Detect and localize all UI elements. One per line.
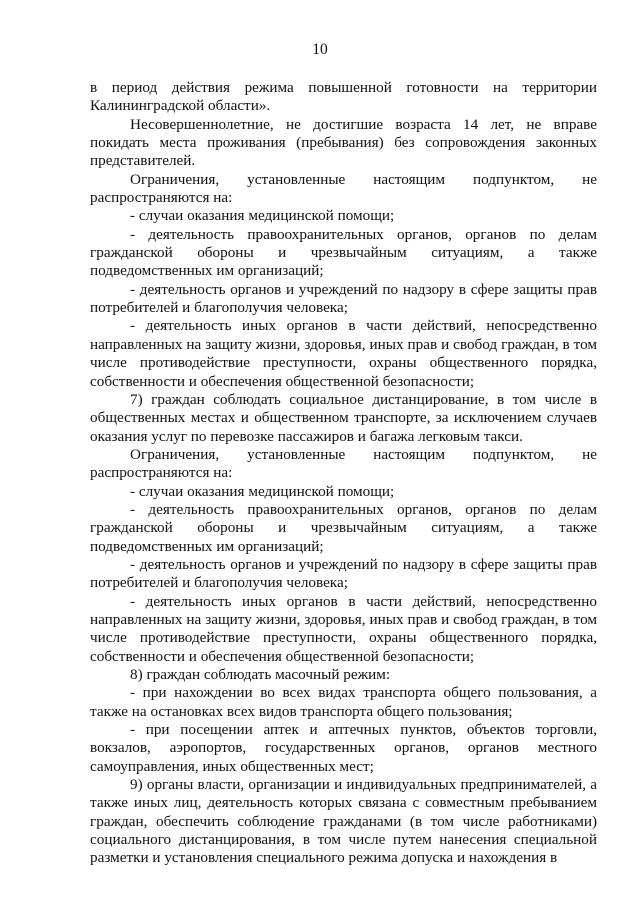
list-item-law-enforcement: - деятельность правоохранительных органов, органов по делам гражданской обороны и чрезвычайным ситуациям, а также подведомственных им организаций; xyxy=(90,500,597,555)
paragraph-continuation: в период действия режима повышенной готовности на территории Калининградской области». xyxy=(90,79,597,115)
list-item-consumer-supervision: - деятельность органов и учреждений по надзору в сфере защиты прав потребителей и благополучия человека; xyxy=(90,280,597,317)
list-item-medical-care: - случаи оказания медицинской помощи; xyxy=(130,482,395,500)
list-item-medical-care: - случаи оказания медицинской помощи; xyxy=(130,207,395,225)
paragraph-item-8: 8) граждан соблюдать масочный режим: xyxy=(130,666,391,683)
paragraph-exceptions-intro: Ограничения, установленные настоящим подпунктом, не распространяются на: xyxy=(90,445,597,482)
list-item-public-transport: - при нахождении во всех видах транспорта общего пользования, а также на остановках всех видов транспорта общего пользования; xyxy=(90,684,597,720)
list-item-law-enforcement: - деятельность правоохранительных органов, органов по делам гражданской обороны и чрезвычайным ситуациям, а также подведомственных им организаций; xyxy=(90,225,597,280)
list-item-public-places: - при посещении аптек и аптечных пунктов, объектов торговли, вокзалов, аэропортов, государственных органов, органов местного самоуправления, иных общественных мест; xyxy=(90,721,597,775)
paragraph-minors-restriction: Несовершеннолетние, не достигшие возраста 14 лет, не вправе покидать места проживания (пребывания) без сопровождения законных представителей. xyxy=(90,115,597,170)
list-item-consumer-supervision: - деятельность органов и учреждений по надзору в сфере защиты прав потребителей и благополучия человека; xyxy=(90,555,597,592)
paragraph-item-9: 9) органы власти, организации и индивидуальных предпринимателей, а также иных лиц, деятельность которых связана с совместным пребыванием граждан, обеспечить соблюдение гражданами (в том числе работниками) социального дистанцирования, в том числе путем нанесения специальной разметки и установления специального режима допуска и нахождения в xyxy=(90,776,597,867)
document-body xyxy=(90,79,597,868)
list-item-other-bodies: - деятельность иных органов в части действий, непосредственно направленных на защиту жизни, здоровья, иных прав и свобод граждан, в том числе противодействие преступности, охраны общественного порядка, собственности и обеспечения общественной безопасности; xyxy=(90,317,597,390)
list-item-other-bodies: - деятельность иных органов в части действий, непосредственно направленных на защиту жизни, здоровья, иных прав и свобод граждан, в том числе противодействие преступности, охраны общественного порядка, собственности и обеспечения общественной безопасности; xyxy=(90,592,597,665)
page-number: 10 xyxy=(312,41,328,58)
paragraph-exceptions-intro: Ограничения, установленные настоящим подпунктом, не распространяются на: xyxy=(90,170,597,207)
paragraph-item-7: 7) граждан соблюдать социальное дистанцирование, в том числе в общественных местах и общественном транспорте, за исключением случаев оказания услуг по перевозке пассажиров и багажа легковым такси. xyxy=(90,390,597,445)
